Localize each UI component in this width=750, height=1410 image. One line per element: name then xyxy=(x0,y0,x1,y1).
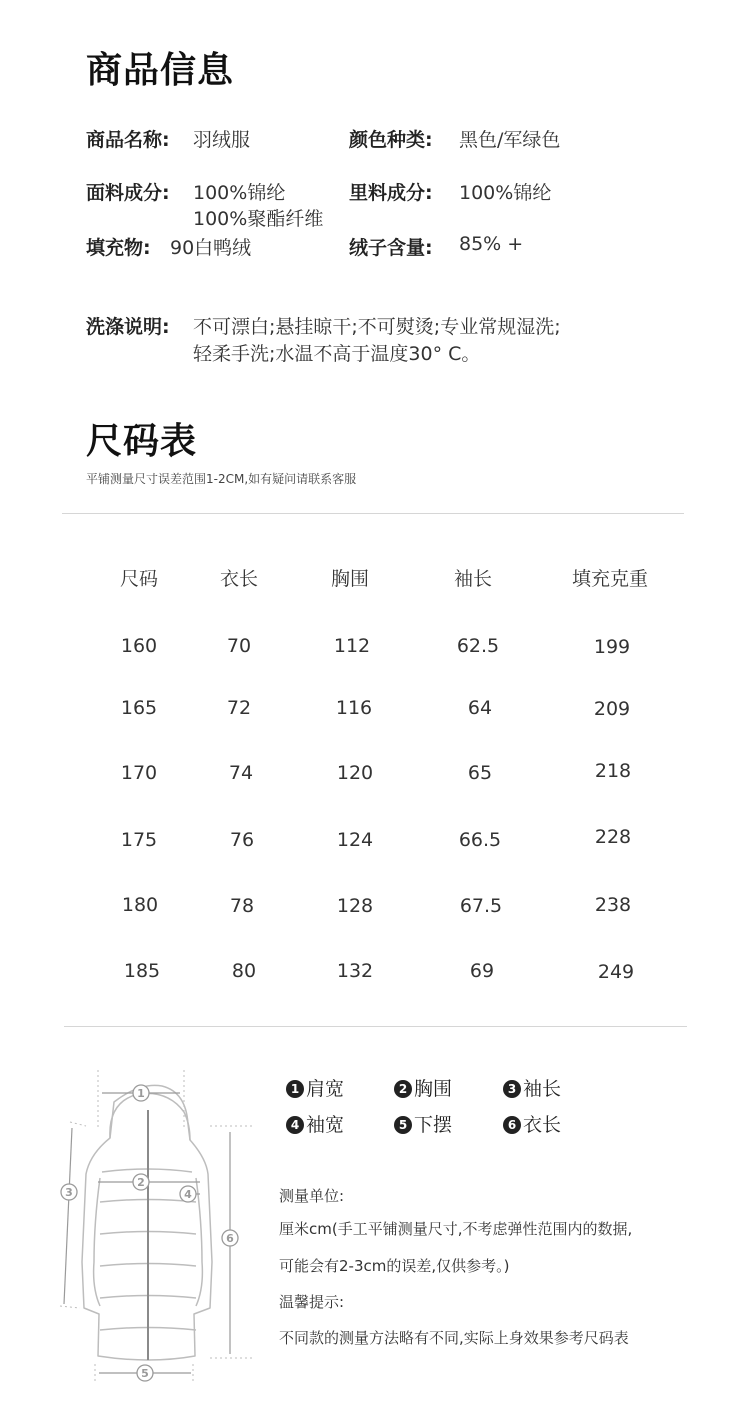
coat-measure-diagram xyxy=(50,1062,255,1392)
filling-label: 填充物: xyxy=(86,237,151,259)
number-badge-icon: 6 xyxy=(503,1116,521,1134)
header-chest: 胸围 xyxy=(330,568,369,590)
table-cell: 238 xyxy=(594,894,632,916)
color-value: 黑色/军绿色 xyxy=(459,129,561,151)
table-cell: 128 xyxy=(336,895,374,917)
number-badge-icon: 4 xyxy=(286,1116,304,1134)
legend-label: 下摆 xyxy=(414,1114,453,1136)
table-cell: 112 xyxy=(333,635,371,657)
table-cell: 78 xyxy=(229,895,255,917)
legend-item xyxy=(394,1074,452,1101)
table-cell: 199 xyxy=(593,636,631,658)
diagram-marker: 6 xyxy=(226,1232,234,1245)
wash-line-2: 轻柔手洗;水温不高于温度30° C。 xyxy=(193,343,481,365)
left-sleeve xyxy=(94,1178,100,1306)
lining-label: 里料成分: xyxy=(349,182,433,204)
table-cell: 132 xyxy=(336,960,374,982)
unit-line-1: 厘米cm(手工平铺测量尺寸,不考虑弹性范围内的数据, xyxy=(279,1220,633,1238)
legend-item xyxy=(394,1110,452,1137)
header-sleeve: 袖长 xyxy=(453,568,492,590)
table-cell: 80 xyxy=(231,960,257,982)
legend-label: 袖长 xyxy=(523,1078,562,1100)
header-fill-weight: 填充克重 xyxy=(571,568,648,590)
number-badge-icon: 3 xyxy=(503,1080,521,1098)
table-cell: 165 xyxy=(120,697,158,719)
table-cell: 62.5 xyxy=(456,635,500,657)
fabric-value-1: 100%锦纶 xyxy=(193,182,286,204)
header-length: 衣长 xyxy=(219,568,258,590)
table-cell: 67.5 xyxy=(459,895,503,917)
fabric-label: 面料成分: xyxy=(86,182,170,204)
legend-item xyxy=(503,1074,561,1101)
size-chart-title: 尺码表 xyxy=(86,421,198,462)
lining-value: 100%锦纶 xyxy=(459,182,552,204)
diagram-marker: 2 xyxy=(137,1176,145,1189)
table-cell: 120 xyxy=(336,762,374,784)
table-cell: 70 xyxy=(226,635,252,657)
number-badge-icon: 1 xyxy=(286,1080,304,1098)
table-cell: 72 xyxy=(226,697,252,719)
table-cell: 228 xyxy=(594,826,632,848)
right-sleeve xyxy=(196,1178,202,1306)
tip-text: 不同款的测量方法略有不同,实际上身效果参考尺码表 xyxy=(279,1329,629,1347)
size-chart-note: 平铺测量尺寸误差范围1-2CM,如有疑问请联系客服 xyxy=(86,472,357,486)
table-cell: 180 xyxy=(121,894,159,916)
number-badge-icon: 2 xyxy=(394,1080,412,1098)
filling-value: 90白鸭绒 xyxy=(170,237,252,259)
diagram-marker: 1 xyxy=(137,1087,145,1100)
legend-label: 袖宽 xyxy=(306,1114,345,1136)
table-cell: 170 xyxy=(120,762,158,784)
table-cell: 64 xyxy=(467,697,493,719)
table-cell: 116 xyxy=(335,697,373,719)
down-content-label: 绒子含量: xyxy=(349,237,433,259)
down-content-value: 85% + xyxy=(459,233,524,255)
divider-top xyxy=(62,513,684,514)
number-badge-icon: 5 xyxy=(394,1116,412,1134)
fabric-value-2: 100%聚酯纤维 xyxy=(193,208,324,230)
table-cell: 249 xyxy=(597,961,635,983)
product-name-value: 羽绒服 xyxy=(193,129,251,151)
table-cell: 66.5 xyxy=(458,829,502,851)
hood-outline xyxy=(110,1093,190,1140)
table-cell: 175 xyxy=(120,829,158,851)
table-cell: 209 xyxy=(593,698,631,720)
legend-item xyxy=(286,1074,344,1101)
header-size: 尺码 xyxy=(119,568,158,590)
divider-bottom xyxy=(64,1026,687,1027)
legend-label: 肩宽 xyxy=(306,1078,345,1100)
table-cell: 160 xyxy=(120,635,158,657)
table-cell: 76 xyxy=(229,829,255,851)
legend-item xyxy=(286,1110,344,1137)
product-info-title: 商品信息 xyxy=(86,50,235,91)
unit-label: 测量单位: xyxy=(279,1187,345,1205)
table-cell: 65 xyxy=(467,762,493,784)
tip-label: 温馨提示: xyxy=(279,1293,345,1311)
table-cell: 69 xyxy=(469,960,495,982)
unit-line-2: 可能会有2-3cm的误差,仅供参考。) xyxy=(279,1257,510,1275)
diagram-marker: 3 xyxy=(65,1186,73,1199)
product-name-label: 商品名称: xyxy=(86,129,170,151)
table-cell: 218 xyxy=(594,760,632,782)
table-cell: 74 xyxy=(228,762,254,784)
legend-label: 胸围 xyxy=(414,1078,453,1100)
legend-label: 衣长 xyxy=(523,1114,562,1136)
diagram-marker: 5 xyxy=(141,1367,149,1380)
diagram-marker: 4 xyxy=(184,1188,192,1201)
color-label: 颜色种类: xyxy=(349,129,433,151)
legend-item xyxy=(503,1110,561,1137)
table-cell: 124 xyxy=(336,829,374,851)
wash-line-1: 不可漂白;悬挂晾干;不可熨烫;专业常规湿洗; xyxy=(193,316,561,338)
wash-label: 洗涤说明: xyxy=(86,316,170,338)
table-cell: 185 xyxy=(123,960,161,982)
